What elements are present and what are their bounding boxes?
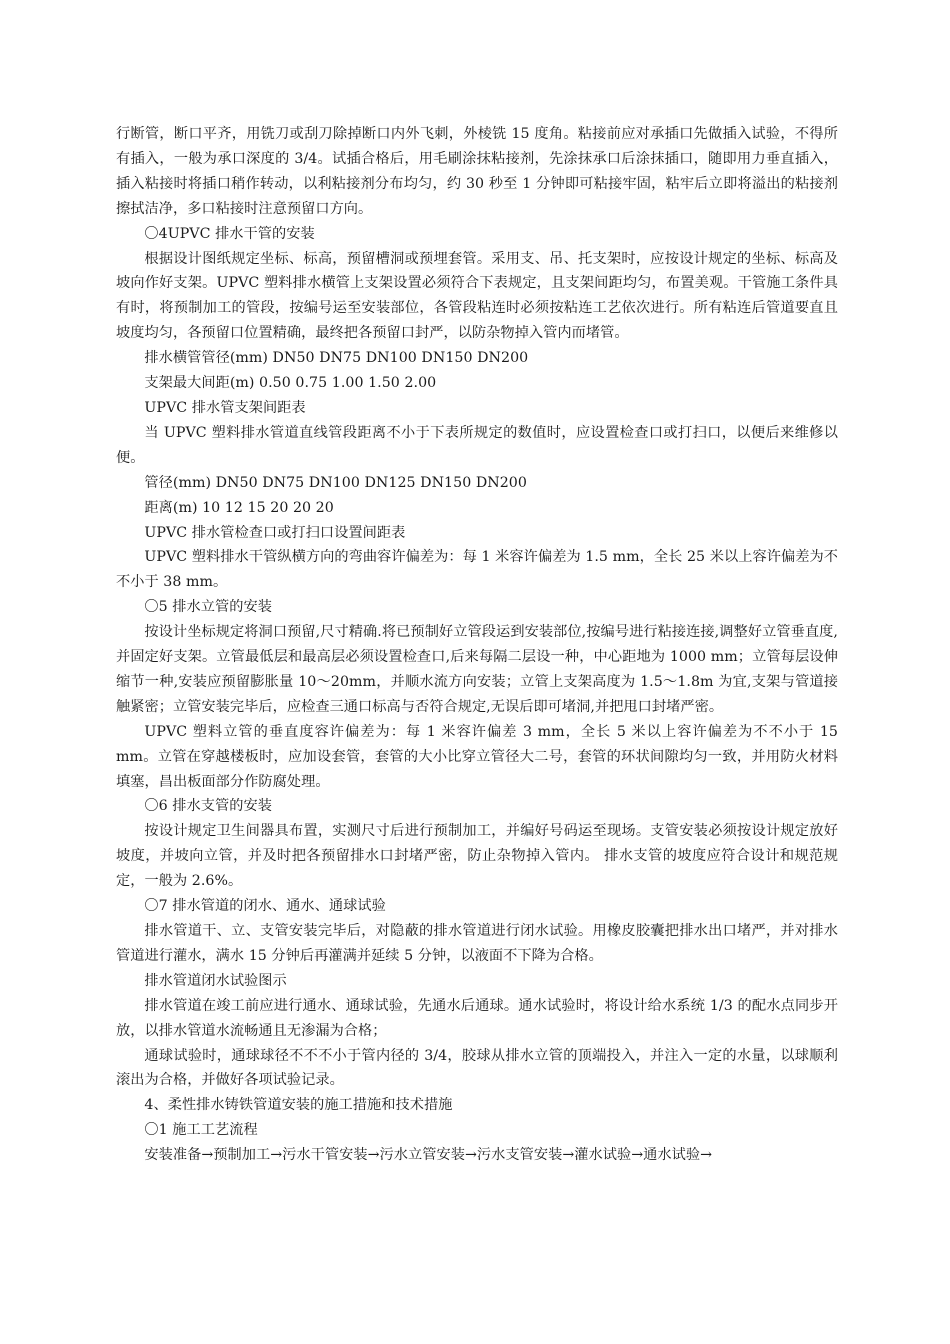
heading-tests: 〇7 排水管道的闭水、通水、通球试验 <box>144 898 386 915</box>
paragraph-branch-pipe: 按设计规定卫生间器具布置，实测尺寸后进行预制加工，并编好号码运至现场。支管安装必须按设计规定放好坡度，并坡向立管，并及时把各预留排水口封堵严密，防止杂物掉入管内。 排水支管的坡度应符合设计和规范规定，一般为 2.6%。 <box>116 823 838 890</box>
paragraph-ball-test: 通球试验时，通球球径不不不小于管内径的 3/4，胶球从排水立管的顶端投入，并注入一定的水量，以球顺利滚出为合格，并做好各项试验记录。 <box>116 1047 838 1089</box>
paragraph-riser-install: 按设计坐标规定将洞口预留,尺寸精确.将已预制好立管段运到安装部位,按编号进行粘接连接,调整好立管垂直度,并固定好支架。立管最低层和最高层必须设置检查口,后来每隔二层设一种，中心距地为 1000 mm；立管每层设伸缩节一种,安装应预留膨胀量 10～20mm，并顺水流方向安装；立管上支架高度为 1.5～1.8m 为宜,支架与管道接触紧密；立管安装完毕后，应检查三通口标高与否符合规定,无误后即可堵洞,并把甩口封堵严密。 <box>116 624 838 715</box>
heading-riser-install: 〇5 排水立管的安装 <box>144 599 272 616</box>
paragraph-main-pipe-install: 根据设计图纸规定坐标、标高，预留槽洞或预埋套管。采用支、吊、托支架时，应按设计规定的坐标、标高及坡向作好支架。UPVC 塑料排水横管上支架设置必须符合下表规定，且支架间距均匀，布置美观。干管施工条件具有时，将预制加工的管段，按编号运至安装部位，各管段粘连时必须按粘连工艺依次进行。所有粘连后管道要直且坡度均匀，各预留口位置精确，最终把各预留口封严，以防杂物掉入管内而堵管。 <box>116 250 838 342</box>
heading-branch-pipe: 〇6 排水支管的安装 <box>144 798 272 815</box>
paragraph-inspection-port: 当 UPVC 塑料排水管道直线管段距离不小于下表所规定的数值时，应设置检查口或打扫口，以便后来维修以便。 <box>116 424 838 466</box>
heading-process-flow: 〇1 施工工艺流程 <box>144 1122 258 1139</box>
document-page <box>116 122 838 1168</box>
paragraph-pipe-bonding: 行断管，断口平齐，用铣刀或刮刀除掉断口内外飞刺，外棱铣 15 度角。粘接前应对承插口先做插入试验，不得所有插入，一般为承口深度的 3/4。试插合格后，用毛刷涂抹粘接剂，先涂抹承口后涂抹插口，随即用力垂直插入，插入粘接时将插口稍作转动，以利粘接剂分布均匀，约 30 秒至 1 分钟即可粘接牢固，粘牢后立即将溢出的粘接剂擦拭洁净，多口粘接时注意预留口方向。 <box>116 126 838 217</box>
table-caption-support-spacing: UPVC 排水管支架间距表 <box>144 399 306 416</box>
paragraph-process-flow: 安装准备→预制加工→污水干管安装→污水立管安装→污水支管安装→灌水试验→通水试验→ <box>144 1147 713 1164</box>
heading-upvc-main-pipe: 〇4UPVC 排水干管的安装 <box>144 225 315 242</box>
table-row-diameter: 排水横管管径(mm) DN50 DN75 DN100 DN150 DN200 <box>144 350 529 367</box>
table-row-distance: 距离(m) 10 12 15 20 20 20 <box>144 499 334 516</box>
figure-caption-closed-water-test: 排水管道闭水试验图示 <box>144 972 287 989</box>
heading-cast-iron-section: 4、柔性排水铸铁管道安装的施工措施和技术措施 <box>144 1097 453 1114</box>
paragraph-closed-water-test: 排水管道干、立、支管安装完毕后，对隐蔽的排水管道进行闭水试验。用橡皮胶囊把排水出口堵严，并对排水管道进行灌水，满水 15 分钟后再灌满并延续 5 分钟，以液面不下降为合格。 <box>116 923 838 964</box>
paragraph-water-flow-test: 排水管道在竣工前应进行通水、通球试验，先通水后通球。通水试验时，将设计给水系统 1/3 的配水点同步开放，以排水管道水流畅通且无渗漏为合格； <box>116 997 838 1039</box>
paragraph-riser-tolerance: UPVC 塑料立管的垂直度容许偏差为：每 1 米容许偏差 3 mm，全长 5 米以上容许偏差为不不小于 15 mm。立管在穿越楼板时，应加设套管，套管的大小比穿立管径大二号，套管的环状间隙均匀一致，并用防火材料填塞，昌出板面部分作防腐处理。 <box>116 723 838 790</box>
table-row-pipe-diameter: 管径(mm) DN50 DN75 DN100 DN125 DN150 DN200 <box>144 474 527 491</box>
table-row-support-spacing: 支架最大间距(m) 0.50 0.75 1.00 1.50 2.00 <box>144 375 437 392</box>
table-caption-inspection-spacing: UPVC 排水管检查口或打扫口设置间距表 <box>144 524 406 541</box>
paragraph-bend-tolerance: UPVC 塑料排水干管纵横方向的弯曲容许偏差为：每 1 米容许偏差为 1.5 mm，全长 25 米以上容许偏差为不不小于 38 mm。 <box>116 549 838 591</box>
